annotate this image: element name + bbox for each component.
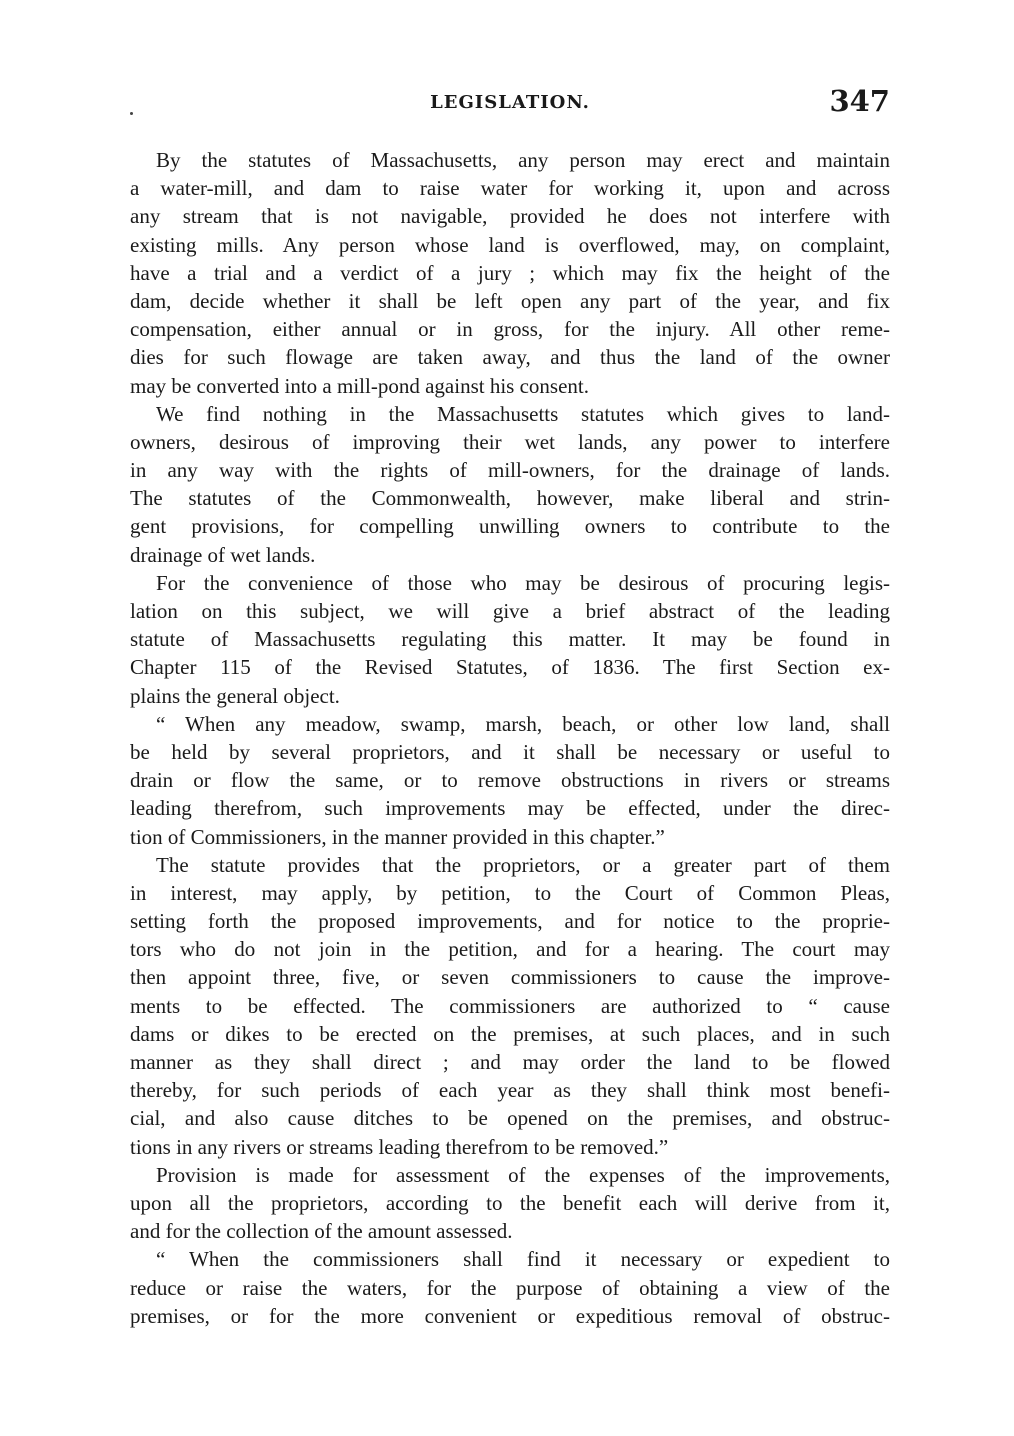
text-line: then appoint three, five, or seven commissioners to cause the improve- (130, 965, 890, 990)
text-line: and for the collection of the amount assessed. (130, 1219, 513, 1244)
text-line: “ When any meadow, swamp, marsh, beach, or other low land, shall (156, 711, 890, 736)
text-line: upon all the proprietors, according to the benefit each will derive from it, (130, 1190, 890, 1215)
page-header (130, 84, 890, 120)
text-line: drain or flow the same, or to remove obstructions in rivers or streams (130, 768, 890, 793)
text-line: The statutes of the Commonwealth, however, make liberal and strin- (130, 486, 890, 511)
body-text (130, 146, 890, 1330)
text-line: statute of Massachusetts regulating this matter. It may be found in (130, 627, 890, 652)
text-line: in interest, may apply, by petition, to the Court of Common Pleas, (130, 880, 890, 905)
text-line: “ When the commissioners shall find it necessary or expedient to (156, 1247, 890, 1272)
text-line: a water-mill, and dam to raise water for working it, upon and across (130, 176, 890, 201)
text-line: tion of Commissioners, in the manner provided in this chapter.” (130, 824, 665, 849)
text-line: dams or dikes to be erected on the premises, at such places, and in such (130, 1021, 890, 1046)
paragraph (130, 569, 890, 710)
text-line: We find nothing in the Massachusetts statutes which gives to land- (156, 401, 890, 426)
text-line: leading therefrom, such improvements may be effected, under the direc- (130, 796, 890, 821)
text-line: owners, desirous of improving their wet lands, any power to interfere (130, 429, 890, 454)
text-line: manner as they shall direct ; and may order the land to be flowed (130, 1050, 890, 1074)
text-line: ments to be effected. The commissioners are authorized to “ cause (130, 993, 890, 1018)
text-line: dies for such flowage are taken away, and thus the land of the owner (130, 345, 890, 370)
text-line: The statute provides that the proprietors, or a greater part of them (156, 852, 890, 877)
paragraph (130, 400, 890, 569)
text-line: For the convenience of those who may be desirous of procuring legis- (156, 570, 890, 595)
paragraph (130, 146, 890, 400)
text-line: drainage of wet lands. (130, 542, 316, 567)
text-line: dam, decide whether it shall be left open any part of the year, and fix (130, 288, 890, 313)
text-line: may be converted into a mill-pond against his consent. (130, 373, 589, 398)
text-line: tions in any rivers or streams leading therefrom to be removed.” (130, 1134, 669, 1159)
text-line: lation on this subject, we will give a brief abstract of the leading (130, 599, 890, 623)
text-line: gent provisions, for compelling unwilling owners to contribute to the (130, 514, 890, 539)
text-line: tors who do not join in the petition, and for a hearing. The court may (130, 937, 890, 962)
text-line: Provision is made for assessment of the expenses of the improvements, (156, 1162, 890, 1187)
text-line: plains the general object. (130, 683, 340, 708)
text-line: any stream that is not navigable, provided he does not interfere with (130, 204, 890, 229)
text-line: have a trial and a verdict of a jury ; which may fix the height of the (130, 260, 890, 285)
paragraph (130, 1161, 890, 1246)
text-line: Chapter 115 of the Revised Statutes, of 1836. The first Section ex- (130, 655, 890, 680)
page-number: 347 (829, 84, 890, 118)
running-head: LEGISLATION. (430, 92, 590, 113)
paragraph (130, 710, 890, 851)
paragraph (130, 851, 890, 1161)
text-line: in any way with the rights of mill-owners, for the drainage of lands. (130, 458, 890, 483)
text-line: be held by several proprietors, and it shall be necessary or useful to (130, 739, 890, 764)
text-line: reduce or raise the waters, for the purpose of obtaining a view of the (130, 1275, 890, 1300)
text-line: premises, or for the more convenient or expeditious removal of obstruc- (130, 1303, 890, 1328)
paragraph (130, 1245, 890, 1330)
text-line: setting forth the proposed improvements, and for notice to the proprie- (130, 909, 890, 934)
text-line: compensation, either annual or in gross, for the injury. All other reme- (130, 317, 890, 342)
text-line: existing mills. Any person whose land is overflowed, may, on complaint, (130, 232, 890, 257)
text-line: cial, and also cause ditches to be opened on the premises, and obstruc- (130, 1106, 890, 1131)
text-line: By the statutes of Massachusetts, any person may erect and maintain (156, 148, 890, 172)
text-line: thereby, for such periods of each year as they shall think most benefi- (130, 1078, 890, 1103)
